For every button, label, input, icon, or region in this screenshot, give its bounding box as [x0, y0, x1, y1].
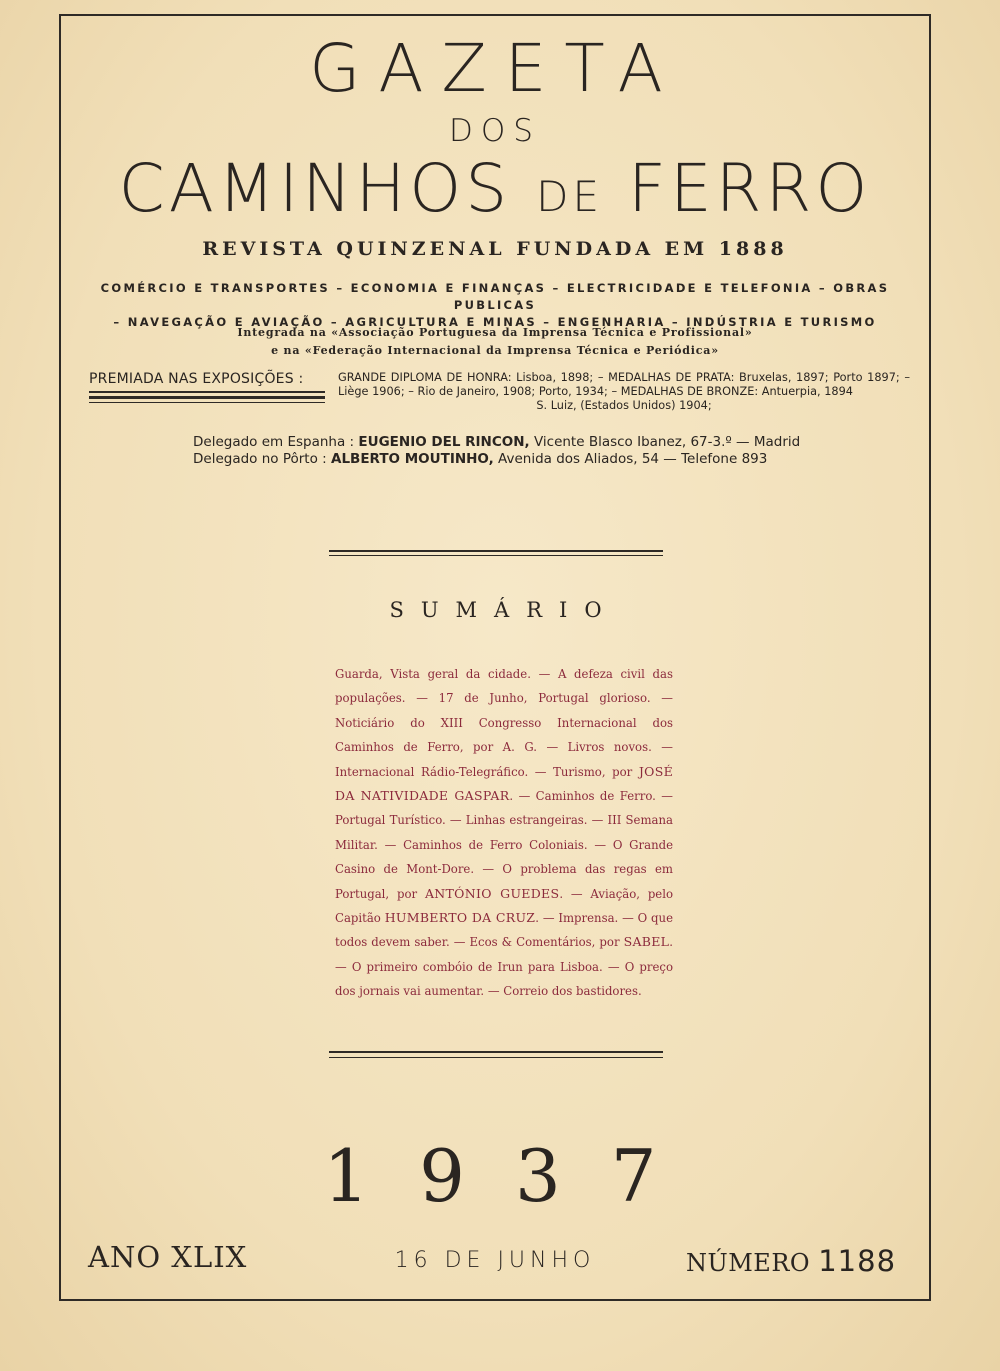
summary-text-part: Guarda, Vista geral da cidade. — A defeza civil das populações. — 17 de Junho, Portugal glorioso. — Noticiário do XIII Congresso Internacional dos Caminhos de Ferro, por A. G. — Livros novos. — Internacional Rádio-Telegráfico. — Turismo, por: [335, 667, 673, 779]
awards-text-main: GRANDE DIPLOMA DE HONRA: Lisboa, 1898; – MEDALHAS DE PRATA: Bruxelas, 1897; Porto 1897; – Liège 1906; – Rio de Janeiro, 1908; Porto, 1934; – MEDALHAS DE BRONZE: Antuerpia, 1894: [338, 371, 910, 398]
issue-date: 16 DE JUNHO: [394, 1248, 596, 1273]
summary-contents: [335, 662, 673, 1004]
issue-volume: ANO XLIX: [88, 1240, 248, 1274]
masthead-de: DE: [536, 172, 604, 221]
delegate-porto: [193, 451, 913, 468]
masthead-caminhos: CAMINHOS: [118, 150, 537, 227]
awards-text: [338, 371, 910, 413]
awards-label: PREMIADA NAS EXPOSIÇÕES :: [89, 371, 304, 387]
issue-number-label: NÚMERO: [686, 1249, 811, 1277]
awards-rule: [89, 402, 325, 403]
masthead-title-caminhos-de-ferro: [60, 150, 930, 236]
awards-text-last: S. Luiz, (Estados Unidos) 1904;: [536, 399, 712, 412]
issue-year: 1937: [323, 1134, 707, 1218]
masthead-subtitle: REVISTA QUINZENAL FUNDADA EM 1888: [202, 238, 788, 260]
delegate-prefix: Delegado no Pôrto :: [193, 451, 327, 467]
association-line-2: e na «Federação Internacional da Imprensa Técnica e Periódica»: [271, 344, 719, 357]
delegate-address: Vicente Blasco Ibanez, 67-3.º — Madrid: [533, 434, 801, 450]
divider-rule: [329, 555, 663, 556]
delegates-block: [193, 434, 913, 468]
divider-rule: [329, 1057, 663, 1058]
issue-number: [686, 1244, 896, 1278]
summary-author: HUMBERTO DA CRUZ: [384, 910, 536, 926]
summary-text-part: . — O primeiro combóio de Irun para Lisboa. — O preço dos jornais vai aumentar. — Correio dos bastidores.: [335, 935, 673, 999]
summary-text-part: . — Caminhos de Ferro. — Portugal Turístico. — Linhas estrangeiras. — III Semana Militar. — Caminhos de Ferro Coloniais. — O Grande Casino de Mont-Dore. — O problema das regas em Portugal, por: [335, 789, 673, 901]
masthead-title-dos: DOS: [449, 113, 541, 149]
topics-line-1: COMÉRCIO E TRANSPORTES – ECONOMIA E FINANÇAS – ELECTRICIDADE E TELEFONIA – OBRAS PUBLICAS: [100, 281, 890, 312]
summary-text-part: . — Aviação, pelo Capitão: [335, 886, 673, 926]
summary-heading: SUMÁRIO: [389, 598, 619, 622]
awards-rule: [89, 391, 325, 393]
delegate-spain: [193, 434, 913, 451]
delegate-prefix: Delegado em Espanha :: [193, 434, 355, 450]
association-note: [60, 324, 930, 360]
summary-text-part: . — Imprensa. — O que todos devem saber. — Ecos & Comentários, por: [335, 911, 673, 950]
divider-rule: [329, 1051, 663, 1053]
delegate-name: ALBERTO MOUTINHO,: [331, 451, 494, 467]
summary-author: JOSÉ DA NATIVIDADE GASPAR: [335, 763, 673, 804]
summary-author: SABEL: [623, 934, 670, 950]
issue-number-value: 1188: [818, 1244, 897, 1278]
association-line-1: Integrada na «Associação Portuguesa da Imprensa Técnica e Profissional»: [237, 326, 753, 339]
masthead-ferro: FERRO: [603, 150, 872, 227]
divider-rule: [329, 550, 663, 552]
delegate-name: EUGENIO DEL RINCON,: [358, 434, 530, 450]
summary-author: ANTÓNIO GUEDES: [424, 885, 560, 901]
masthead-title-gazeta: GAZETA: [309, 30, 681, 107]
topics-line-2: – NAVEGAÇÃO E AVIAÇÃO – AGRICULTURA E MINAS – ENGENHARIA – INDÚSTRIA E TURISMO: [113, 315, 877, 329]
delegate-address: Avenida dos Aliados, 54 — Telefone 893: [498, 451, 768, 467]
awards-rule: [89, 396, 325, 399]
